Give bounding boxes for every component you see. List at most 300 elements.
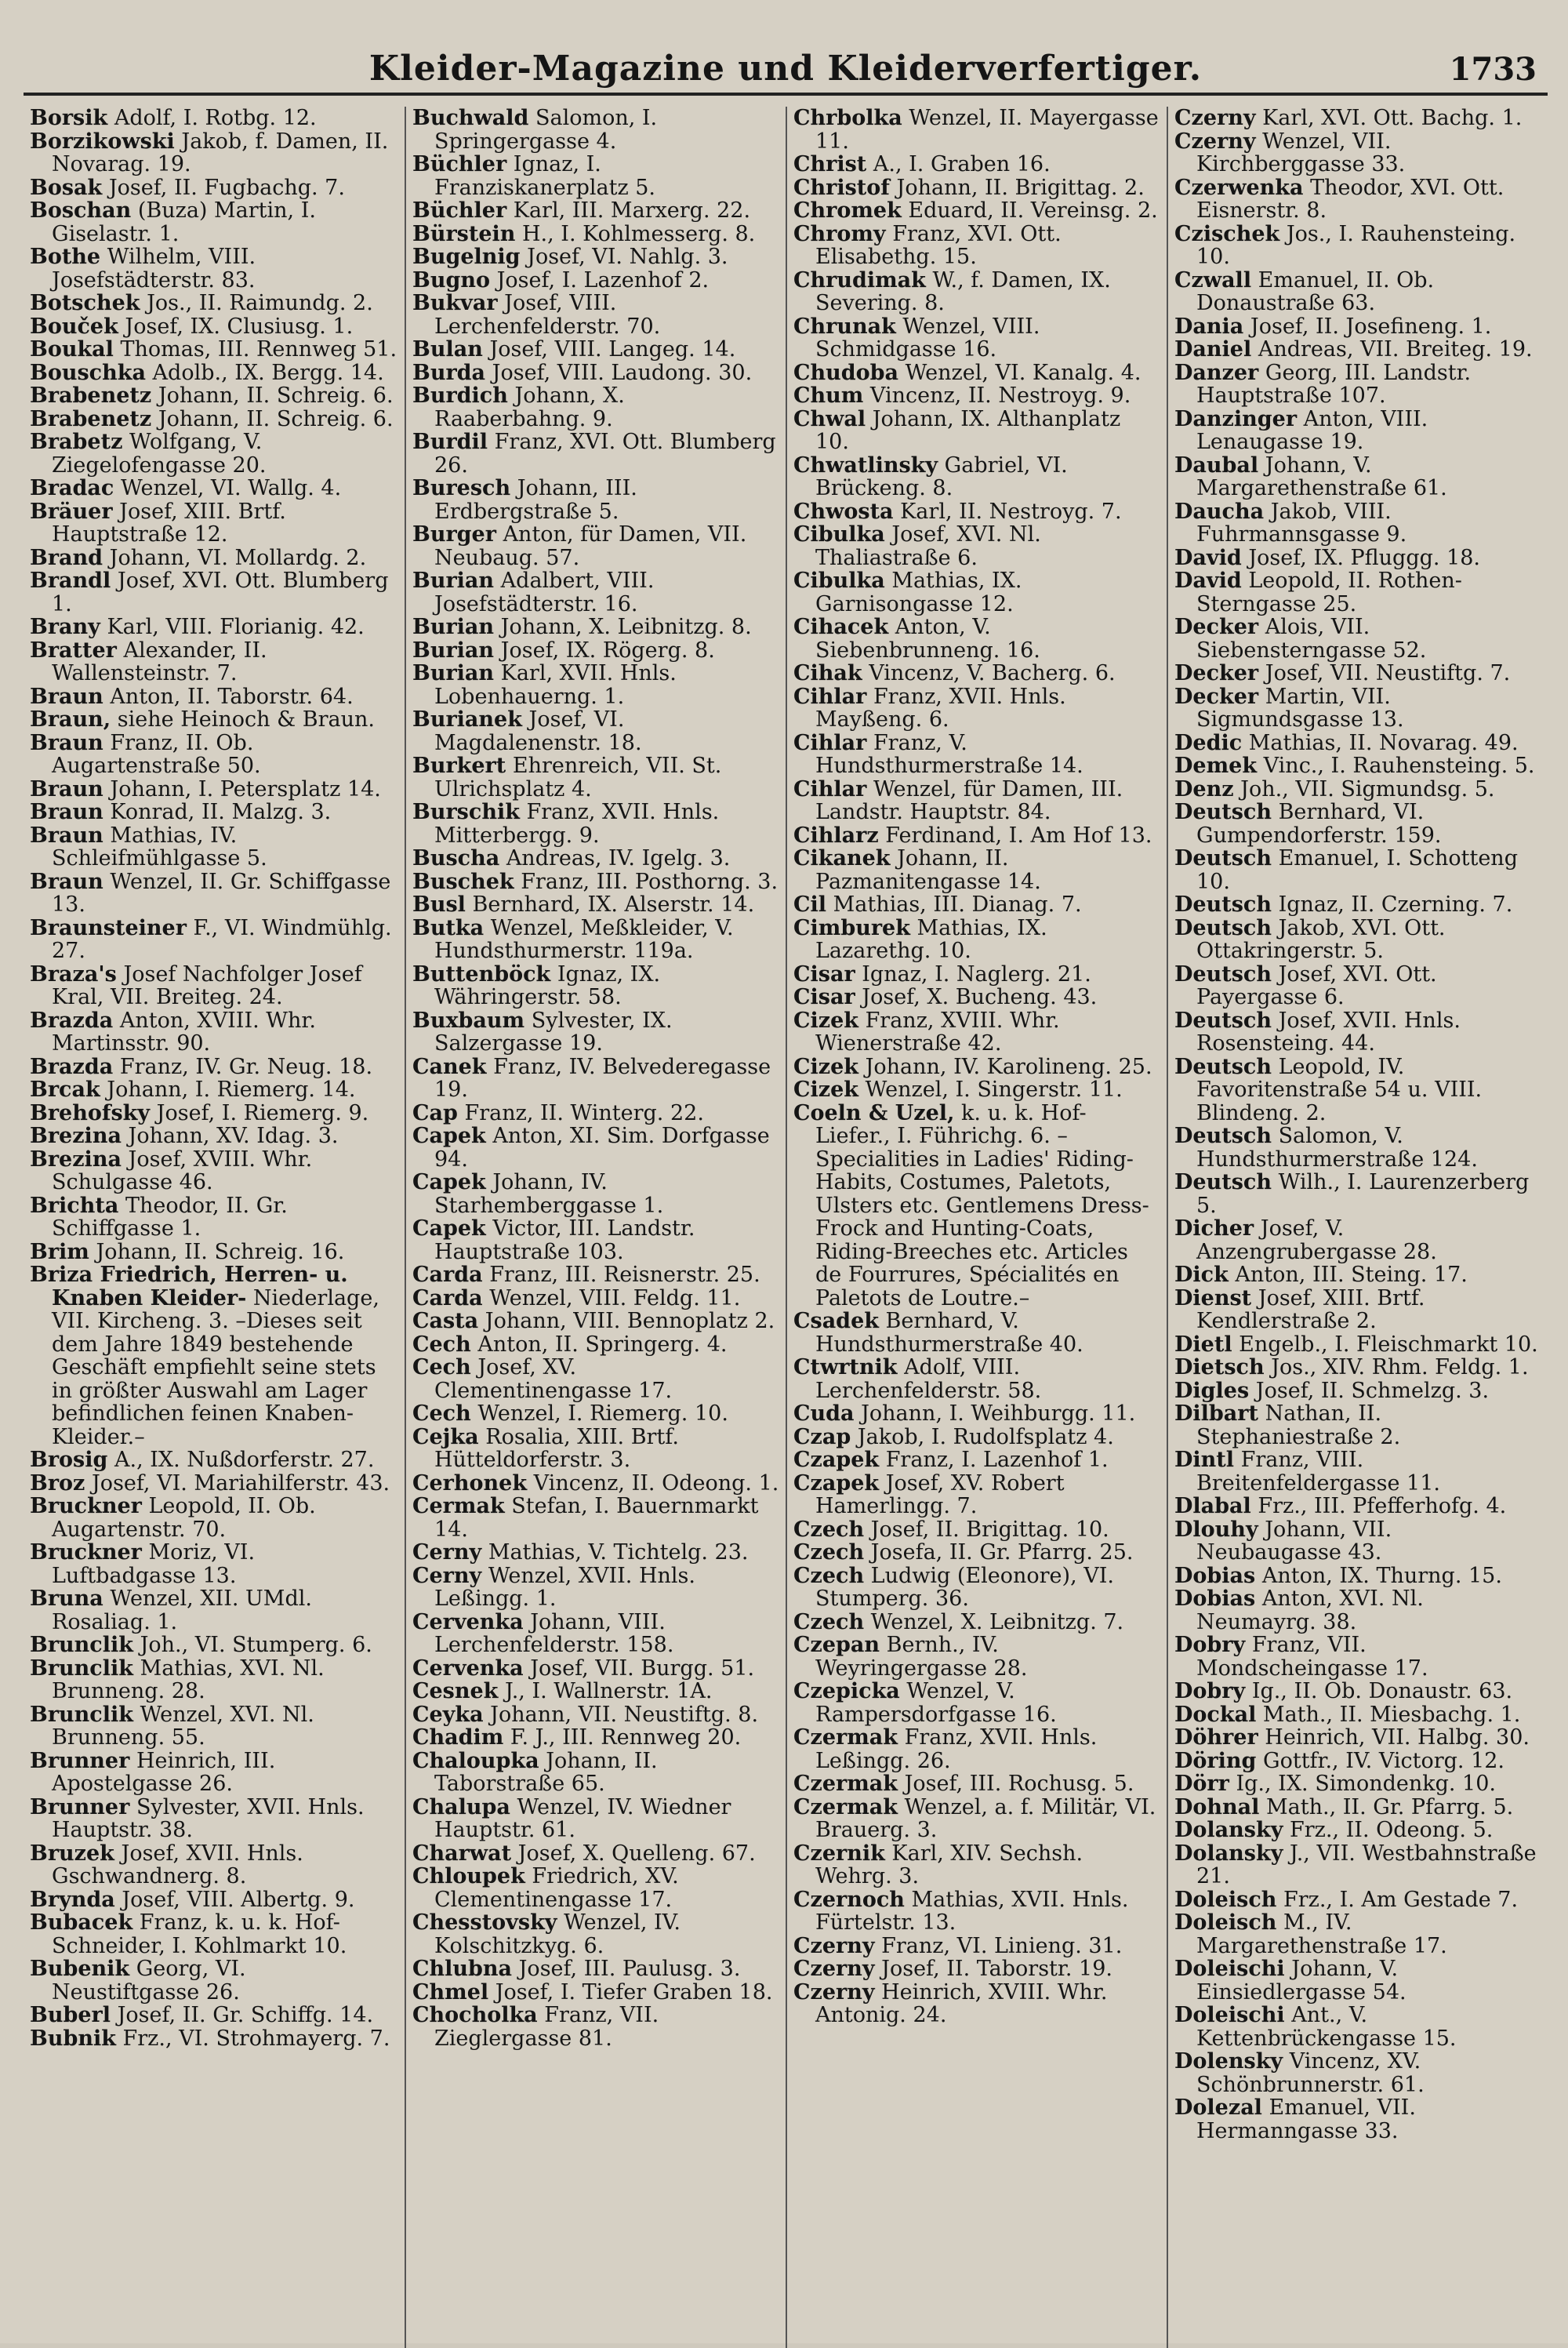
directory-entry bbox=[1174, 500, 1541, 547]
directory-entry bbox=[793, 1726, 1160, 1772]
entry-name: Cech bbox=[412, 1355, 471, 1379]
entry-name: Borsik bbox=[30, 106, 108, 130]
directory-entry bbox=[793, 1402, 1160, 1426]
entry-details: Karl, XVI. Ott. Bachg. 1. bbox=[1262, 106, 1523, 130]
entry-name: Cihlar bbox=[793, 684, 867, 709]
entry-name: Bouschka bbox=[30, 360, 146, 385]
entry-details: Jos., II. Raimundg. 2. bbox=[147, 291, 373, 315]
directory-entry bbox=[30, 1796, 398, 1842]
entry-details: Rosalia, XIII. Brtf. Hütteldorferstr. 3. bbox=[434, 1424, 679, 1472]
directory-entry bbox=[793, 107, 1160, 153]
directory-entry bbox=[30, 1263, 398, 1448]
entry-name: Chalupa bbox=[412, 1794, 510, 1819]
entry-details: Franz, XVI. Ott. Elisabethg. 15. bbox=[815, 221, 1062, 269]
directory-entry bbox=[1174, 662, 1541, 685]
directory-entry bbox=[412, 1310, 779, 1333]
entry-details: Josef, II. Gr. Schiffg. 14. bbox=[117, 2003, 374, 2027]
entry-details: J., VII. Westbahnstraße 21. bbox=[1196, 1841, 1537, 1888]
entry-name: Digles bbox=[1174, 1378, 1250, 1403]
entry-details: Ignaz, IX. Währingerstr. 58. bbox=[434, 961, 661, 1009]
page-header bbox=[24, 31, 1548, 96]
entry-name: Czepan bbox=[793, 1633, 880, 1657]
directory-entry bbox=[30, 778, 398, 801]
directory-entry bbox=[1174, 1056, 1541, 1125]
entry-name: Cizek bbox=[793, 1054, 858, 1079]
directory-entry bbox=[1174, 1009, 1541, 1056]
entry-details: Franz, V. Hundsthurmerstraße 14. bbox=[815, 730, 1083, 778]
entry-details: Josef, IX. Pfluggg. 18. bbox=[1248, 545, 1481, 570]
entry-name: Doleisch bbox=[1174, 1910, 1277, 1935]
entry-name: Botschek bbox=[30, 291, 140, 315]
directory-entry bbox=[412, 1171, 779, 1217]
entry-name: Cihlar bbox=[793, 776, 867, 801]
entry-name: Dolezal bbox=[1174, 2095, 1262, 2120]
directory-entry bbox=[30, 1009, 398, 1056]
entry-details: Johann, VII. Neustiftg. 8. bbox=[490, 1702, 759, 1727]
directory-entry bbox=[30, 1703, 398, 1750]
entry-name: Boukal bbox=[30, 337, 114, 362]
entry-name: Bugno bbox=[412, 267, 490, 293]
entry-details: Josef, XIII. Brtf. Kendlerstraße 2. bbox=[1196, 1285, 1425, 1333]
directory-entry bbox=[793, 362, 1160, 385]
entry-details: Wenzel, II. Mayergasse 11. bbox=[815, 106, 1159, 154]
directory-entry bbox=[30, 824, 398, 871]
entry-name: Czerny bbox=[793, 1957, 875, 1981]
directory-entry bbox=[1174, 847, 1541, 893]
entry-name: Braun bbox=[30, 730, 103, 755]
entry-name: Czerny bbox=[793, 1979, 875, 2005]
entry-name: Cuda bbox=[793, 1401, 855, 1426]
entry-details: Franz, XVII. Hnls. Mitterbergg. 9. bbox=[434, 800, 720, 848]
directory-entry bbox=[30, 1888, 398, 1912]
entry-details: Johann, IV. Karolineng. 25. bbox=[865, 1054, 1152, 1079]
directory-entry bbox=[412, 1842, 779, 1866]
entry-name: Capek bbox=[412, 1124, 486, 1148]
entry-details: Theodor, XVI. Ott. Eisnerstr. 8. bbox=[1196, 175, 1504, 223]
directory-entry bbox=[412, 801, 779, 847]
entry-name: Chadim bbox=[412, 1725, 504, 1750]
directory-entry bbox=[793, 1680, 1160, 1726]
directory-entry bbox=[30, 1472, 398, 1496]
entry-name: Carda bbox=[412, 1285, 483, 1310]
entry-details: F., VI. Windmühlg. 27. bbox=[52, 915, 392, 963]
entry-name: Czerwenka bbox=[1174, 175, 1304, 200]
entry-details: Emanuel, VII. Hermanngasse 33. bbox=[1196, 2095, 1416, 2143]
directory-entry bbox=[1174, 1379, 1541, 1403]
entry-details: Heinrich, XVIII. Whr. Antonig. 24. bbox=[815, 1979, 1108, 2027]
entry-details: Nathan, II. Stephaniestraße 2. bbox=[1196, 1401, 1401, 1449]
entry-details: Josef, VI. Nahlg. 3. bbox=[527, 245, 728, 269]
directory-entry bbox=[1174, 1911, 1541, 1957]
entry-details: Josef, II. Brigittag. 10. bbox=[870, 1517, 1109, 1542]
entry-details: Theodor, II. Gr. Schiffgasse 1. bbox=[52, 1193, 288, 1241]
entry-details: Franz, III. Reisnerstr. 25. bbox=[489, 1263, 760, 1287]
entry-name: Bürstein bbox=[412, 221, 516, 246]
entry-name: Czermak bbox=[793, 1794, 898, 1819]
entry-details: Franz, I. Lazenhof 1. bbox=[885, 1448, 1109, 1472]
entry-details: Anton, IX. Thurng. 15. bbox=[1261, 1563, 1502, 1588]
directory-entry bbox=[793, 1310, 1160, 1356]
entry-name: Deutsch bbox=[1174, 1054, 1272, 1079]
entry-name: Braun bbox=[30, 823, 103, 848]
entry-name: Dania bbox=[1174, 314, 1244, 339]
entry-name: Brany bbox=[30, 615, 100, 639]
entry-name: Brosig bbox=[30, 1448, 108, 1472]
directory-entry bbox=[1174, 1402, 1541, 1448]
entry-name: Czech bbox=[793, 1563, 865, 1588]
entry-name: Chum bbox=[793, 383, 864, 408]
entry-name: Christof bbox=[793, 175, 890, 200]
directory-entry bbox=[30, 338, 398, 362]
entry-name: Brunner bbox=[30, 1748, 130, 1773]
entry-name: Cisar bbox=[793, 985, 855, 1009]
entry-name: Chlubna bbox=[412, 1957, 513, 1981]
directory-entry bbox=[412, 245, 779, 269]
directory-entry bbox=[412, 1287, 779, 1310]
directory-entry bbox=[793, 223, 1160, 269]
entry-name: Dilbart bbox=[1174, 1401, 1258, 1426]
entry-details: Joh., VI. Stumperg. 6. bbox=[140, 1633, 372, 1657]
column-2 bbox=[405, 107, 786, 2348]
entry-details: Alexander, II. Wallensteinstr. 7. bbox=[52, 638, 267, 685]
entry-name: Czwall bbox=[1174, 267, 1252, 293]
directory-entry bbox=[412, 431, 779, 477]
entry-details: Johann, V. Einsiedlergasse 54. bbox=[1196, 1957, 1406, 2005]
directory-entry bbox=[793, 408, 1160, 454]
entry-name: Deutsch bbox=[1174, 892, 1272, 917]
entry-name: Czepicka bbox=[793, 1679, 900, 1703]
entry-details: Wenzel, VIII. Schmidgasse 16. bbox=[815, 314, 1040, 362]
entry-details: Johann, II. Schreig. 6. bbox=[158, 383, 394, 408]
entry-name: Capek bbox=[412, 1216, 486, 1241]
entry-name: Doleischi bbox=[1174, 1957, 1285, 1981]
directory-entry bbox=[793, 569, 1160, 616]
entry-details: Franz, XVII. Hnls. Leßingg. 26. bbox=[815, 1725, 1098, 1773]
entry-name: Czernik bbox=[793, 1841, 885, 1866]
directory-entry bbox=[30, 384, 398, 408]
entry-name: Bugelnig bbox=[412, 245, 521, 269]
entry-name: Bubacek bbox=[30, 1910, 133, 1935]
directory-entry bbox=[412, 1611, 779, 1657]
entry-name: Brabenetz bbox=[30, 383, 152, 408]
entry-details: Johann, II. Taborstraße 65. bbox=[434, 1748, 658, 1796]
entry-name: Czernoch bbox=[793, 1887, 905, 1912]
entry-details: Josef Nachfolger Josef Kral, VII. Breiteg. 24. bbox=[52, 961, 362, 1009]
entry-details: Adalbert, VIII. Josefstädterstr. 16. bbox=[434, 569, 655, 616]
entry-details: Andreas, IV. Igelg. 3. bbox=[506, 846, 731, 871]
directory-entry bbox=[30, 245, 398, 292]
page-title: Kleider-Magazine und Kleiderverfertiger. bbox=[368, 49, 1203, 89]
entry-details: Josef, VII. Burgg. 51. bbox=[530, 1656, 755, 1681]
entry-details: A., IX. Nußdorferstr. 27. bbox=[114, 1448, 375, 1472]
entry-details: F. J., III. Rennweg 20. bbox=[510, 1725, 742, 1750]
directory-entry bbox=[30, 1448, 398, 1472]
entry-details: Johann, IV. Starhemberggasse 1. bbox=[434, 1170, 664, 1218]
directory-entry bbox=[1174, 315, 1541, 339]
directory-entry bbox=[412, 1981, 779, 2005]
entry-name: Dobry bbox=[1174, 1633, 1246, 1657]
entry-details: Wenzel, für Damen, III. Landstr. Hauptstr. 84. bbox=[815, 776, 1123, 824]
entry-details: Wilhelm, VIII. Josefstädterstr. 83. bbox=[52, 245, 256, 293]
entry-details: Jos., I. Rauhensteing. 10. bbox=[1196, 221, 1516, 269]
entry-name: Csadek bbox=[793, 1309, 879, 1333]
entry-details: Heinrich, III. Apostelgasse 26. bbox=[52, 1748, 276, 1796]
directory-entry bbox=[1174, 616, 1541, 662]
entry-details: Vincenz, XV. Schönbrunnerstr. 61. bbox=[1196, 2049, 1425, 2097]
entry-name: Czerny bbox=[1174, 129, 1256, 154]
entry-name: Brichta bbox=[30, 1193, 119, 1218]
entry-details: M., IV. Margarethenstraße 17. bbox=[1196, 1910, 1447, 1958]
entry-name: Burdil bbox=[412, 430, 488, 454]
entry-details: H., I. Kohlmesserg. 8. bbox=[522, 221, 756, 246]
entry-details: Johann, I. Riemerg. 14. bbox=[107, 1078, 356, 1102]
entry-name: Cech bbox=[412, 1401, 471, 1426]
entry-details: Wenzel, VI. Kanalg. 4. bbox=[905, 360, 1142, 385]
entry-details: Josef, XVI. Ott. Payergasse 6. bbox=[1196, 961, 1437, 1009]
directory-entry bbox=[412, 223, 779, 246]
directory-entry bbox=[30, 1495, 398, 1541]
entry-name: Büchler bbox=[412, 198, 507, 223]
directory-entry bbox=[30, 315, 398, 339]
directory-entry bbox=[412, 1565, 779, 1611]
directory-entry bbox=[1174, 1356, 1541, 1379]
entry-details: Franz, IV. Belvederegasse 19. bbox=[434, 1054, 771, 1102]
entry-details: Franz, II. Ob. Augartenstraße 50. bbox=[52, 730, 261, 778]
directory-entry bbox=[793, 1611, 1160, 1634]
directory-entry bbox=[1174, 732, 1541, 755]
entry-name: Capek bbox=[412, 1170, 486, 1194]
entry-name: Burschik bbox=[412, 800, 520, 824]
entry-name: Chrudimak bbox=[793, 267, 926, 293]
directory-entry bbox=[793, 454, 1160, 500]
entry-name: Döhrer bbox=[1174, 1725, 1258, 1750]
entry-name: Burian bbox=[412, 569, 495, 593]
entry-name: Deutsch bbox=[1174, 800, 1272, 824]
entry-name: Chrbolka bbox=[793, 106, 902, 130]
entry-name: Czech bbox=[793, 1517, 865, 1542]
entry-details: Franz, k. u. k. Hof-Schneider, I. Kohlmarkt 10. bbox=[52, 1910, 347, 1958]
directory-entry bbox=[30, 1750, 398, 1796]
directory-entry bbox=[412, 1911, 779, 1957]
entry-details: Frz., II. Odeong. 5. bbox=[1290, 1818, 1494, 1842]
directory-entry bbox=[793, 778, 1160, 824]
entry-details: Josef, XVII. Hnls. Rosensteing. 44. bbox=[1196, 1008, 1461, 1056]
directory-entry bbox=[793, 824, 1160, 848]
entry-name: Chrunak bbox=[793, 314, 896, 339]
entry-name: Brunclik bbox=[30, 1633, 133, 1657]
directory-entry bbox=[1174, 1634, 1541, 1680]
entry-details: Josef, XVI. Nl. Thaliastraße 6. bbox=[815, 522, 1041, 570]
directory-entry bbox=[30, 547, 398, 570]
directory-entry bbox=[1174, 1587, 1541, 1634]
directory-entry bbox=[793, 986, 1160, 1009]
entry-name: Burian bbox=[412, 661, 495, 685]
entry-details: Gabriel, VI. Brückeng. 8. bbox=[815, 453, 1068, 500]
entry-name: Cerhonek bbox=[412, 1470, 528, 1496]
entry-details: Franz, VII. Mondscheingasse 17. bbox=[1196, 1633, 1428, 1681]
directory-entry bbox=[412, 1217, 779, 1263]
directory-entry bbox=[412, 153, 779, 199]
entry-name: David bbox=[1174, 545, 1242, 570]
directory-entry bbox=[30, 1241, 398, 1264]
entry-name: Dlouhy bbox=[1174, 1517, 1258, 1542]
entry-name: Dockal bbox=[1174, 1702, 1257, 1727]
entry-details: Karl, III. Marxerg. 22. bbox=[513, 198, 751, 223]
entry-details: (Buza) Martin, I. Giselastr. 1. bbox=[52, 198, 316, 246]
directory-entry bbox=[30, 1657, 398, 1703]
directory-entry bbox=[1174, 917, 1541, 963]
directory-entry bbox=[793, 616, 1160, 662]
directory-entry bbox=[412, 477, 779, 523]
entry-details: Ehrenreich, VII. St. Ulrichsplatz 4. bbox=[434, 754, 722, 801]
entry-name: Cervenka bbox=[412, 1656, 524, 1681]
directory-entry bbox=[412, 2004, 779, 2050]
entry-details: Anton, II. Springerg. 4. bbox=[477, 1332, 728, 1357]
entry-details: Josef, II. Schmelzg. 3. bbox=[1255, 1378, 1490, 1403]
directory-entry bbox=[1174, 1448, 1541, 1495]
directory-entry bbox=[1174, 1333, 1541, 1357]
entry-name: Denz bbox=[1174, 776, 1234, 801]
entry-details: Math., II. Miesbachg. 1. bbox=[1262, 1702, 1521, 1727]
entry-name: Brunclik bbox=[30, 1702, 133, 1727]
entry-details: Wenzel, XVI. Nl. Brunneng. 55. bbox=[52, 1702, 314, 1750]
directory-entry bbox=[412, 569, 779, 616]
directory-entry bbox=[1174, 1680, 1541, 1703]
entry-details: Wenzel, XVII. Hnls. Leßingg. 1. bbox=[434, 1563, 695, 1611]
directory-entry bbox=[1174, 963, 1541, 1009]
directory-entry bbox=[1174, 754, 1541, 778]
directory-entry bbox=[412, 893, 779, 917]
entry-name: Brynda bbox=[30, 1887, 115, 1912]
directory-entry bbox=[793, 732, 1160, 778]
directory-entry bbox=[1174, 1287, 1541, 1333]
entry-name: Bothe bbox=[30, 245, 101, 269]
directory-entry bbox=[793, 269, 1160, 315]
directory-entry bbox=[30, 176, 398, 200]
directory-entry bbox=[30, 732, 398, 778]
entry-details: Alois, VII. Siebensterngasse 52. bbox=[1196, 615, 1427, 663]
entry-details: Mathias, IX. Garnisongasse 12. bbox=[815, 569, 1022, 616]
entry-name: Dolansky bbox=[1174, 1841, 1283, 1866]
entry-name: Braun bbox=[30, 684, 103, 709]
entry-name: Braza's bbox=[30, 961, 117, 987]
entry-details: Wenzel, VII. Kirchberggasse 33. bbox=[1196, 129, 1406, 176]
entry-name: Deutsch bbox=[1174, 1170, 1272, 1194]
entry-name: Burda bbox=[412, 360, 486, 385]
entry-name: Canek bbox=[412, 1054, 487, 1079]
entry-name: Chromy bbox=[793, 221, 886, 246]
directory-entry bbox=[30, 1102, 398, 1125]
entry-details: Victor, III. Landstr. Hauptstraße 103. bbox=[434, 1216, 695, 1264]
entry-name: Brezina bbox=[30, 1124, 122, 1148]
entry-name: Bruckner bbox=[30, 1494, 142, 1518]
entry-details: Mathias, IV. Schleifmühlgasse 5. bbox=[52, 823, 267, 871]
entry-name: Czapek bbox=[793, 1448, 880, 1472]
entry-details: Wenzel, VIII. Feldg. 11. bbox=[489, 1285, 741, 1310]
entry-details: Johann, X. Raaberbahng. 9. bbox=[434, 383, 625, 431]
directory-entry bbox=[30, 362, 398, 385]
entry-details: Franz, IV. Gr. Neug. 18. bbox=[119, 1054, 373, 1079]
directory-entry bbox=[30, 639, 398, 685]
entry-name: Dienst bbox=[1174, 1285, 1252, 1310]
entry-name: Ctwrtnik bbox=[793, 1355, 898, 1379]
entry-name: Buxbaum bbox=[412, 1008, 525, 1033]
entry-details: Josef, VIII. Albertg. 9. bbox=[122, 1887, 355, 1912]
directory-entry bbox=[30, 1634, 398, 1657]
entry-details: Vinc., I. Rauhensteing. 5. bbox=[1263, 754, 1535, 778]
entry-details: Josef, I. Lazenhof 2. bbox=[496, 267, 710, 293]
directory-entry bbox=[412, 1657, 779, 1681]
entry-details: Jakob, XVI. Ott. Ottakringerstr. 5. bbox=[1196, 915, 1446, 963]
directory-entry bbox=[412, 269, 779, 293]
entry-details: Wenzel, Meßkleider, V. Hundsthurmerstr. 119a. bbox=[434, 915, 734, 963]
directory-entry bbox=[412, 754, 779, 801]
entry-details: Johann, IX. Althanplatz 10. bbox=[815, 406, 1121, 454]
column-3 bbox=[786, 107, 1167, 2348]
entry-name: Deutsch bbox=[1174, 846, 1272, 871]
entry-details: Josef, IX. Clusiusg. 1. bbox=[125, 314, 354, 339]
entry-details: Wenzel, I. Riemerg. 10. bbox=[477, 1401, 728, 1426]
entry-name: Daucha bbox=[1174, 499, 1265, 524]
entry-details: Franz, VIII. Breitenfeldergasse 11. bbox=[1196, 1448, 1440, 1496]
entry-name: Bräuer bbox=[30, 499, 113, 524]
entry-name: Demek bbox=[1174, 754, 1258, 778]
entry-name: Bulan bbox=[412, 337, 483, 362]
entry-name: Carda bbox=[412, 1263, 483, 1287]
entry-name: Chwosta bbox=[793, 499, 894, 524]
entry-name: Brabenetz bbox=[30, 406, 152, 431]
directory-entry bbox=[412, 1796, 779, 1842]
entry-name: Dohnal bbox=[1174, 1794, 1260, 1819]
entry-details: Georg, III. Landstr. Hauptstraße 107. bbox=[1196, 360, 1472, 408]
entry-name: Burianek bbox=[412, 707, 522, 732]
entry-details: Martin, VII. Sigmundsgasse 13. bbox=[1196, 684, 1404, 732]
directory-entry bbox=[793, 1056, 1160, 1079]
entry-details: Josef, V. Anzengrubergasse 28. bbox=[1196, 1216, 1437, 1264]
directory-entry bbox=[412, 1703, 779, 1727]
entry-details: Mathias, V. Tichtelg. 23. bbox=[488, 1540, 749, 1565]
directory-entry bbox=[412, 1726, 779, 1750]
entry-name: Bubnik bbox=[30, 2026, 116, 2051]
directory-entry bbox=[30, 107, 398, 130]
directory-entry bbox=[412, 1263, 779, 1287]
entry-details: Anton, III. Steing. 17. bbox=[1235, 1263, 1468, 1287]
directory-entry bbox=[1174, 1217, 1541, 1263]
entry-name: Deutsch bbox=[1174, 961, 1272, 987]
entry-name: Doleisch bbox=[1174, 1887, 1277, 1912]
directory-entry bbox=[793, 153, 1160, 176]
directory-entry bbox=[30, 500, 398, 547]
entry-name: Burian bbox=[412, 638, 495, 663]
directory-entry bbox=[793, 963, 1160, 987]
entry-details: Adolf, VIII. Lerchenfelderstr. 58. bbox=[815, 1355, 1042, 1403]
directory-entry bbox=[1174, 338, 1541, 362]
entry-details: Wolfgang, V. Ziegelofengasse 20. bbox=[52, 430, 267, 478]
entry-details: Karl, XVII. Hnls. Lobenhauerng. 1. bbox=[434, 661, 677, 709]
directory-entry bbox=[412, 338, 779, 362]
entry-details: Emanuel, I. Schotteng 10. bbox=[1196, 846, 1518, 894]
entry-name: Doleischi bbox=[1174, 2003, 1285, 2027]
entry-details: Josef, XVIII. Whr. Schulgasse 46. bbox=[52, 1147, 313, 1194]
entry-details: siehe Heinoch & Braun. bbox=[117, 707, 375, 732]
directory-entry bbox=[30, 917, 398, 963]
entry-name: Brunner bbox=[30, 1794, 130, 1819]
directory-entry bbox=[1174, 1565, 1541, 1588]
entry-details: Gottfr., IV. Victorg. 12. bbox=[1263, 1748, 1505, 1773]
directory-entry bbox=[1174, 176, 1541, 223]
entry-name: Decker bbox=[1174, 684, 1259, 709]
directory-entry bbox=[793, 1518, 1160, 1542]
